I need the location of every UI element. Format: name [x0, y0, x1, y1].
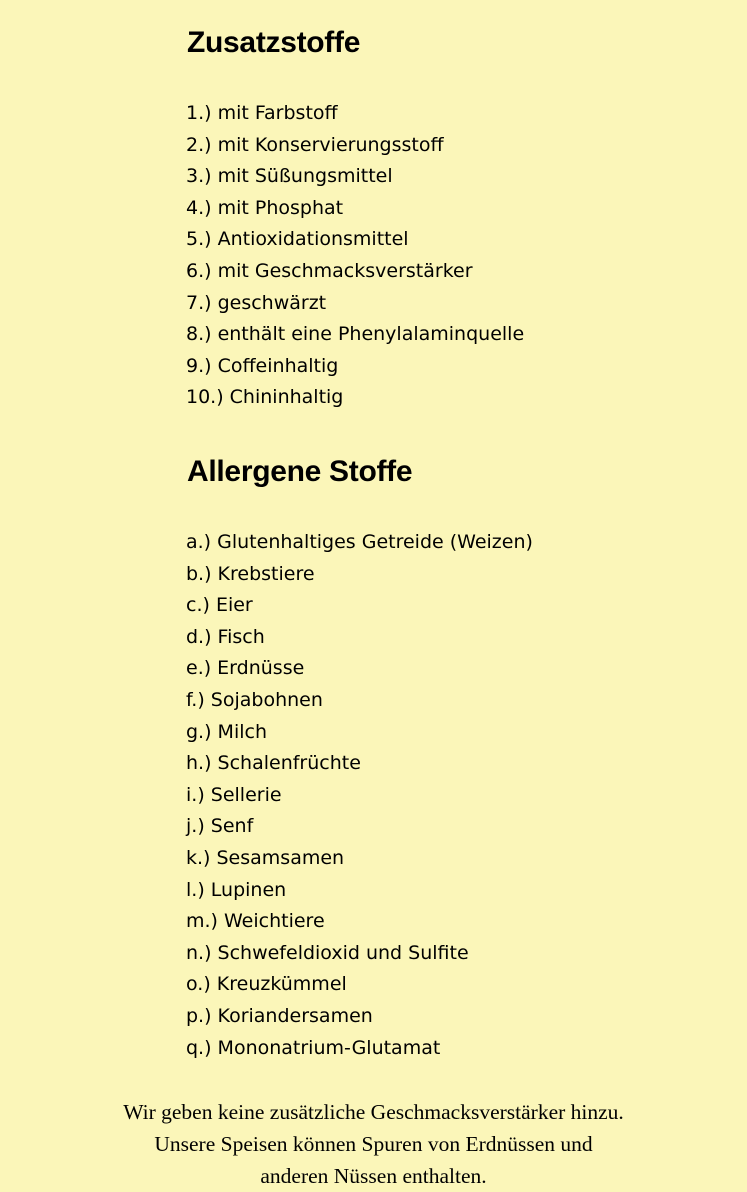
allergen-item: p.) Koriandersamen — [186, 1004, 373, 1027]
allergen-item: q.) Mononatrium-Glutamat — [186, 1036, 441, 1059]
allergen-item: i.) Sellerie — [186, 783, 282, 806]
additive-item: 10.) Chininhaltig — [186, 386, 344, 409]
additives-title: Zusatzstoffe — [187, 26, 361, 59]
allergen-item: m.) Weichtiere — [186, 910, 325, 933]
allergen-item: o.) Kreuzkümmel — [186, 973, 347, 996]
allergen-item: n.) Schwefeldioxid und Sulfite — [186, 941, 469, 964]
additive-item: 5.) Antioxidationsmittel — [186, 228, 409, 251]
footer-line: Unsere Speisen können Spuren von Erdnüssen und — [154, 1132, 593, 1156]
allergens-list — [186, 527, 533, 1064]
additive-item: 4.) mit Phosphat — [186, 196, 344, 219]
additive-item: 2.) mit Konservierungsstoff — [186, 133, 444, 156]
additive-item: 3.) mit Süßungsmittel — [186, 165, 393, 188]
footer-line: Wir geben keine zusätzliche Geschmacksverstärker hinzu. — [123, 1100, 624, 1124]
allergen-item: d.) Fisch — [186, 625, 265, 648]
footer-note — [0, 1096, 747, 1192]
allergen-item: h.) Schalenfrüchte — [186, 752, 361, 775]
allergen-item: f.) Sojabohnen — [186, 688, 323, 711]
additive-item: 8.) enthält eine Phenylalaminquelle — [186, 323, 525, 346]
allergens-title: Allergene Stoffe — [187, 455, 413, 488]
allergen-item: b.) Krebstiere — [186, 562, 315, 585]
additive-item: 1.) mit Farbstoff — [186, 102, 338, 124]
additive-item: 9.) Coffeinhaltig — [186, 354, 339, 377]
allergen-item: e.) Erdnüsse — [186, 657, 305, 680]
allergen-item: g.) Milch — [186, 720, 267, 743]
footer-line: anderen Nüssen enthalten. — [260, 1164, 487, 1188]
allergen-item: c.) Eier — [186, 594, 253, 617]
allergen-item: l.) Lupinen — [186, 878, 287, 901]
allergen-item: k.) Sesamsamen — [186, 846, 345, 869]
additive-item: 6.) mit Geschmacksverstärker — [186, 259, 473, 282]
allergen-item: j.) Senf — [186, 815, 254, 838]
additives-list — [186, 98, 524, 414]
allergen-item: a.) Glutenhaltiges Getreide (Weizen) — [186, 531, 533, 553]
additive-item: 7.) geschwärzt — [186, 291, 327, 314]
